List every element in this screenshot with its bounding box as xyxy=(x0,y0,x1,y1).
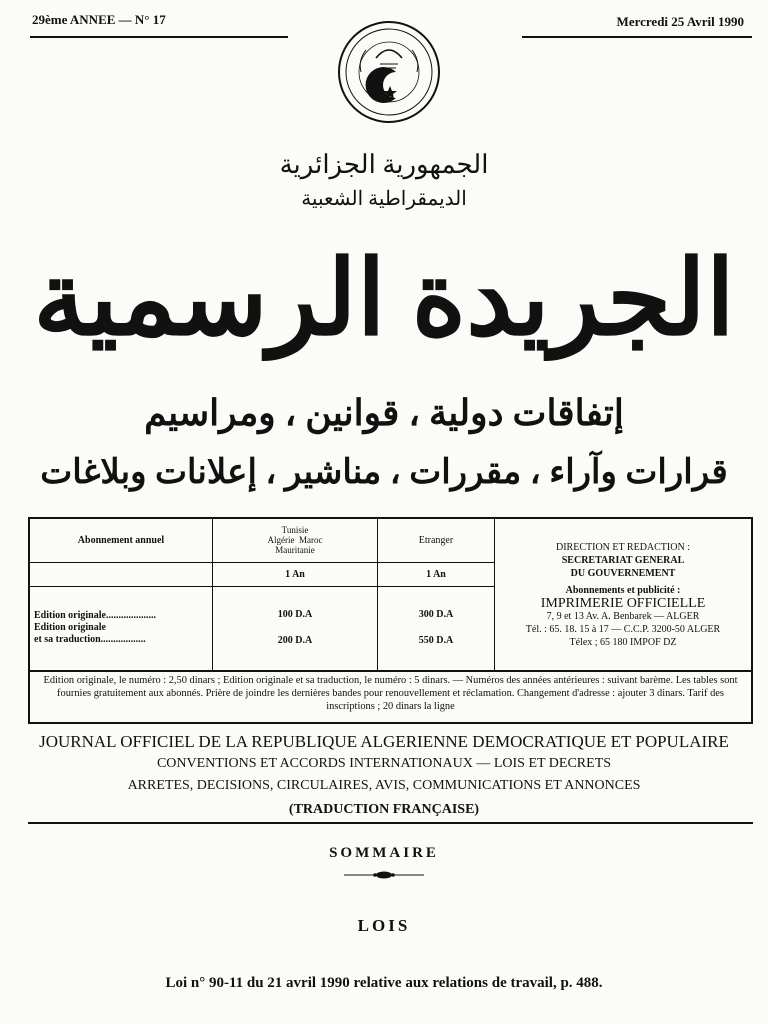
price-etranger-2: 550 D.A xyxy=(418,635,454,647)
edition-originale-label: Edition originale.................... xyxy=(34,610,156,622)
arabic-republic: الجمهورية الجزائرية xyxy=(279,150,489,179)
direction-block xyxy=(495,518,753,671)
period-algerie: 1 An xyxy=(213,562,378,586)
pricing-notice: Edition originale, le numéro : 2,50 dinars ; Edition originale et sa traduction, le numéro : 5 dinars. — Numéros des années antérieures : suivant barème. Les tables sont fournies gratuitement aux abonnés. Prière de joindre les dernières bandes pour renouvellement et réclamation. Changement d'adresse : ajouter 3 dinars. Tarif des inscriptions ; 20 dinars la ligne xyxy=(28,672,753,724)
arabic-subtitle-1: إتفاقات دولية ، قوانين ، ومراسيم xyxy=(144,393,624,433)
journal-title: JOURNAL OFFICIEL DE LA REPUBLIQUE ALGERIENNE DEMOCRATIQUE ET POPULAIRE xyxy=(39,732,729,751)
secretariat-line-2: DU GOUVERNEMENT xyxy=(570,567,676,579)
arabic-subtitle-2: قرارات وآراء ، مقررات ، مناشير ، إعلانات وبلاغات xyxy=(40,454,728,491)
subscription-table xyxy=(28,517,753,672)
telex: Télex ; 65 180 IMPOF DZ xyxy=(569,636,677,648)
arabic-title: الجريدة الرسمية xyxy=(33,242,735,357)
journal-line-2: CONVENTIONS ET ACCORDS INTERNATIONAUX — LOIS ET DECRETS xyxy=(156,756,612,771)
price-etranger-1: 300 D.A xyxy=(418,609,454,621)
loi-entry: Loi n° 90-11 du 21 avril 1990 relative aux relations de travail, p. 488. xyxy=(165,975,603,991)
lois-heading: LOIS xyxy=(357,916,411,935)
edition-trad-label-2: et sa traduction.................. xyxy=(34,634,146,646)
abonnements-publicite: Abonnements et publicité : xyxy=(565,584,681,596)
header-rule-left xyxy=(30,36,288,38)
edition-trad-label-1: Edition originale xyxy=(34,622,106,634)
region-algerie: Algérie xyxy=(267,535,295,546)
journal-line-3: ARRETES, DECISIONS, CIRCULAIRES, AVIS, COMMUNICATIONS ET ANNONCES xyxy=(127,778,641,793)
arabic-democratic: الديمقراطية الشعبية xyxy=(301,188,467,210)
edition-labels xyxy=(29,586,213,671)
issue-number: 29ème ANNEE — N° 17 xyxy=(32,12,166,27)
state-seal-icon xyxy=(336,20,442,124)
price-algerie-1: 100 D.A xyxy=(277,609,313,621)
issue-date: Mercredi 25 Avril 1990 xyxy=(616,14,744,29)
region-mauritanie: Mauritanie xyxy=(275,545,315,556)
imprimerie-officielle: IMPRIMERIE OFFICIELLE xyxy=(540,595,706,611)
direction-title: DIRECTION ET REDACTION : xyxy=(556,541,690,553)
journal-line-4: (TRADUCTION FRANÇAISE) xyxy=(288,802,480,817)
header-rule-right xyxy=(522,36,752,38)
secretariat-line-1: SECRETARIAT GENERAL xyxy=(561,554,685,566)
prices-algerie xyxy=(213,586,378,671)
price-algerie-2: 200 D.A xyxy=(277,635,313,647)
blank-cell xyxy=(29,562,213,586)
address: 7, 9 et 13 Av. A. Benbarek — ALGER xyxy=(546,610,700,622)
region-tunisie: Tunisie xyxy=(281,525,309,536)
period-etranger: 1 An xyxy=(378,562,495,586)
main-rule xyxy=(28,822,753,824)
etranger-header: Etranger xyxy=(378,518,495,562)
telephone: Tél. : 65. 18. 15 à 17 — C.C.P. 3200-50 ALGER xyxy=(525,623,721,635)
region-maroc: Maroc xyxy=(299,535,323,546)
prices-etranger xyxy=(378,586,495,671)
region-header xyxy=(213,518,378,562)
abonnement-header: Abonnement annuel xyxy=(29,518,213,562)
ornament-divider-icon xyxy=(344,870,424,880)
sommaire-heading: SOMMAIRE xyxy=(329,845,439,861)
